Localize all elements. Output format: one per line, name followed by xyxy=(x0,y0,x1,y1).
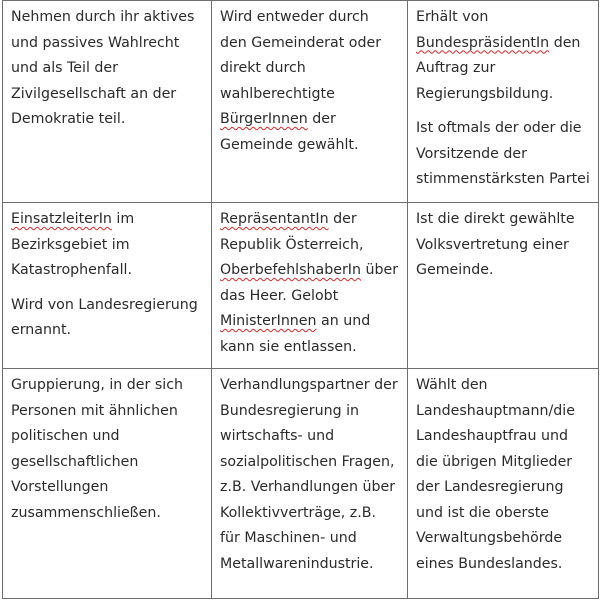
cell-text: Ist die direkt gewählte Volksvertretung einer Gemeinde. xyxy=(416,211,575,278)
cell-text: Wird von Landesregierung ernannt. xyxy=(11,296,198,338)
cell-paragraph xyxy=(416,207,590,284)
definition-table-body xyxy=(3,1,599,599)
cell-text: im Bezirksgebiet im Katastrophenfall. xyxy=(11,211,135,278)
cell-text: Verhandlungspartner der Bundesregierung in wirtschafts- und sozialpolitischen Fragen, z.B. Verhandlungen über Kollektivverträge, z.B. für Maschinen- und Metallwarenindustrie. xyxy=(220,377,398,572)
table-cell xyxy=(212,1,408,203)
cell-paragraph xyxy=(220,207,399,360)
spellcheck-flagged-word: OberbefehlshaberIn xyxy=(220,262,361,278)
cell-text: Wird entweder durch den Gemeinderat oder direkt durch wahlberechtigte xyxy=(220,9,382,102)
cell-paragraph xyxy=(11,373,203,526)
table-cell xyxy=(408,1,599,203)
cell-text: Nehmen durch ihr aktives und passives Wahlrecht und als Teil der Zivilgesellschaft an der Demokratie teil. xyxy=(11,9,195,127)
cell-text: Gruppierung, in der sich Personen mit ähnlichen politischen und gesellschaftlichen Vorstellungen zusammenschließen. xyxy=(11,377,183,521)
cell-paragraph xyxy=(416,116,590,193)
cell-paragraph xyxy=(416,5,590,107)
table-row xyxy=(3,1,599,203)
cell-text: Erhält von xyxy=(416,9,489,25)
table-row xyxy=(3,203,599,369)
table-cell xyxy=(3,1,212,203)
spellcheck-flagged-word: BürgerInnen xyxy=(220,111,308,127)
cell-text: an und kann sie entlassen. xyxy=(220,313,371,355)
cell-paragraph xyxy=(11,293,203,344)
table-cell xyxy=(3,369,212,599)
cell-paragraph xyxy=(220,373,399,577)
cell-paragraph xyxy=(416,373,590,577)
cell-text: über das Heer. Gelobt xyxy=(220,262,399,304)
spellcheck-flagged-word: RepräsentantIn xyxy=(220,211,329,227)
table-cell xyxy=(408,203,599,369)
spellcheck-flagged-word: EinsatzleiterIn xyxy=(11,211,112,227)
table-cell xyxy=(212,369,408,599)
cell-text: der Republik Österreich, xyxy=(220,211,364,253)
cell-paragraph xyxy=(11,207,203,284)
cell-text: der Gemeinde gewählt. xyxy=(220,111,359,153)
table-row xyxy=(3,369,599,599)
spellcheck-flagged-word: BundespräsidentIn xyxy=(416,34,550,51)
spellcheck-flagged-word: MinisterInnen xyxy=(220,313,317,329)
cell-paragraph xyxy=(220,5,399,158)
cell-text: Ist oftmals der oder die Vorsitzende der stimmenstärksten Partei xyxy=(416,120,590,187)
cell-text: Wählt den Landeshauptmann/die Landeshauptfrau und die übrigen Mitglieder der Landesregierung und ist die oberste Verwaltungsbehörde eines Bundeslandes. xyxy=(416,377,575,572)
table-cell xyxy=(408,369,599,599)
table-cell xyxy=(212,203,408,369)
cell-paragraph xyxy=(11,5,203,133)
table-cell xyxy=(3,203,212,369)
cell-text: den Auftrag zur Regierungsbildung. xyxy=(416,34,581,102)
definition-table xyxy=(2,0,599,599)
